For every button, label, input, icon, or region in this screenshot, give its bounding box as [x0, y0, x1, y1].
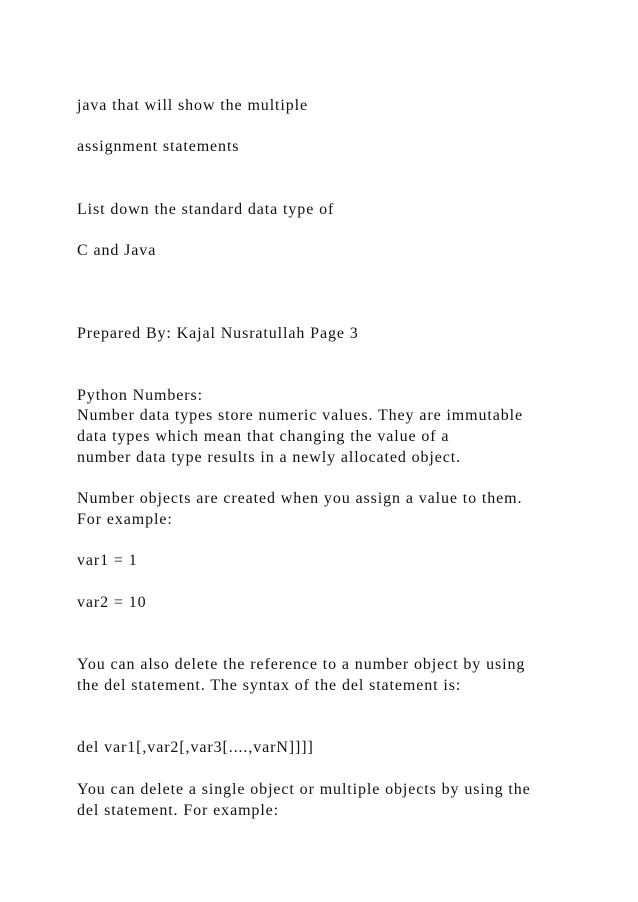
task-line-2: C and Java	[77, 242, 157, 259]
paragraph-2-line-1: Number objects are created when you assign a value to them.	[77, 490, 523, 507]
intro-line-1: java that will show the multiple	[77, 97, 308, 114]
syntax-line: del var1[,var2[,var3[....,varN]]]]	[77, 739, 314, 756]
task-line-1: List down the standard data type of	[77, 201, 335, 218]
code-line-var1: var1 = 1	[77, 552, 138, 569]
section-heading: Python Numbers:	[77, 387, 203, 404]
paragraph-4-line-2: del statement. For example:	[77, 802, 280, 819]
paragraph-1-line-1: Number data types store numeric values. They are immutable	[77, 407, 523, 424]
code-line-var2: var2 = 10	[77, 594, 147, 611]
paragraph-3-line-1: You can also delete the reference to a number object by using	[77, 656, 526, 673]
paragraph-2-line-2: For example:	[77, 511, 173, 528]
paragraph-1-line-2: data types which mean that changing the value of a	[77, 428, 450, 445]
intro-line-2: assignment statements	[77, 138, 240, 155]
page-footer: Prepared By: Kajal Nusratullah Page 3	[77, 325, 359, 342]
paragraph-3-line-2: the del statement. The syntax of the del statement is:	[77, 677, 462, 694]
paragraph-1-line-3: number data type results in a newly allocated object.	[77, 449, 462, 466]
paragraph-4-line-1: You can delete a single object or multiple objects by using the	[77, 781, 531, 798]
